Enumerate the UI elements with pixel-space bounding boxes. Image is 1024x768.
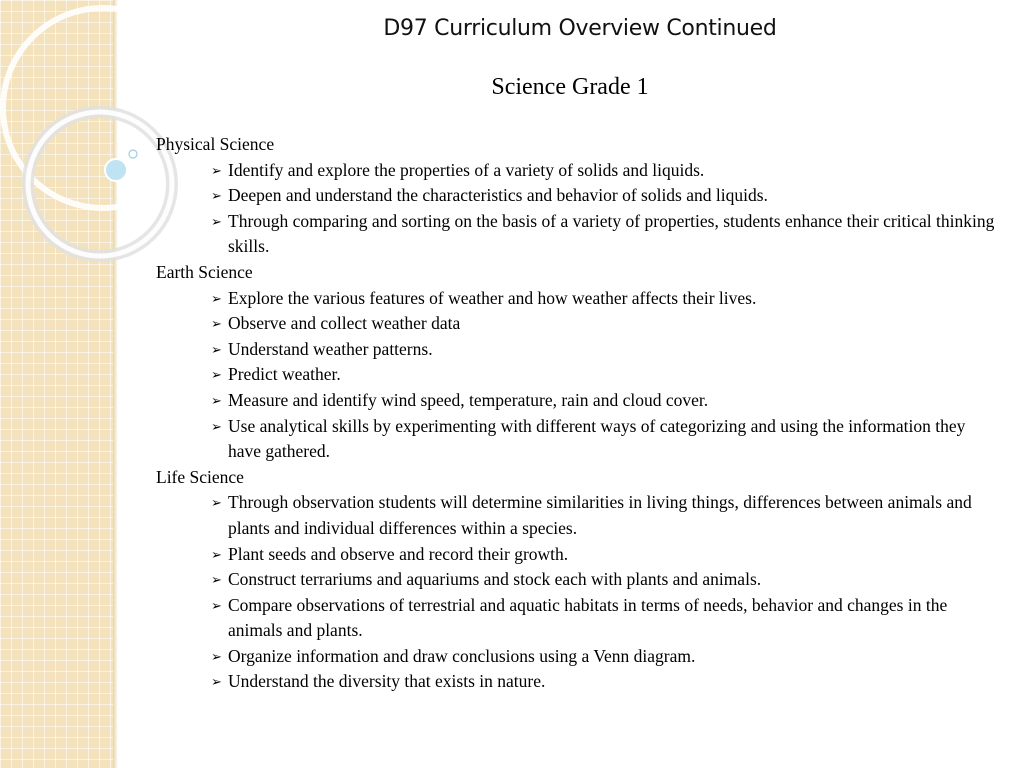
arrow-bullet-icon: ➢ [211,162,222,178]
bullet-text: Use analytical skills by experimenting with different ways of categorizing and using the information they have gathered. [228,415,966,462]
section-heading: Earth Science [156,261,253,282]
bullet-text: Observe and collect weather data [228,313,461,334]
arrow-bullet-icon: ➢ [211,367,222,383]
bullet-item [156,286,996,312]
arrow-bullet-icon: ➢ [211,597,222,613]
arrow-bullet-icon: ➢ [211,316,222,332]
section-heading: Physical Science [156,134,275,154]
bullet-text: Construct terrariums and aquariums and stock each with plants and animals. [228,569,762,590]
arrow-bullet-icon: ➢ [211,546,222,562]
bullet-item [156,490,996,541]
slide-title: D97 Curriculum Overview Continued [383,16,777,41]
bullet-item [156,362,996,388]
arrow-bullet-icon: ➢ [211,572,222,588]
bullet-item [156,337,996,363]
decorative-ring-small-inner [28,112,172,256]
arrow-bullet-icon: ➢ [211,290,222,306]
bullet-item [156,414,996,465]
bullet-item [156,644,996,670]
bullet-item [156,158,996,184]
arrow-bullet-icon: ➢ [211,392,222,408]
bullet-item [156,669,996,695]
bullet-text: Through comparing and sorting on the basis of a variety of properties, students enhance their critical thinking skills. [228,210,995,257]
decorative-dot-large [105,159,127,181]
bullet-text: Identify and explore the properties of a variety of solids and liquids. [228,159,705,180]
bullet-item [156,311,996,337]
bullet-item [156,567,996,593]
bullet-item [156,209,996,260]
bullet-text: Organize information and draw conclusions using a Venn diagram. [228,645,696,666]
bullet-text: Compare observations of terrestrial and aquatic habitats in terms of needs, behavior and changes in the animals and plants. [228,594,948,641]
bullet-text: Deepen and understand the characteristics and behavior of solids and liquids. [228,185,768,206]
bullet-text: Plant seeds and observe and record their growth. [228,543,569,564]
bullet-text: Understand weather patterns. [228,338,433,359]
bullet-item [156,183,996,209]
arrow-bullet-icon: ➢ [211,188,222,204]
arrow-bullet-icon: ➢ [211,341,222,357]
bullet-text: Explore the various features of weather and how weather affects their lives. [228,287,757,308]
arrow-bullet-icon: ➢ [211,418,222,434]
content-body [156,132,996,695]
arrow-bullet-icon: ➢ [211,495,222,511]
bullet-item [156,388,996,414]
decorative-dot-small [129,150,137,158]
bullet-text: Measure and identify wind speed, temperature, rain and cloud cover. [228,389,709,410]
bullet-text: Through observation students will determine similarities in living things, differences between animals and plants and individual differences within a species. [228,492,972,538]
arrow-bullet-icon: ➢ [211,213,222,229]
bullet-text: Predict weather. [228,364,341,385]
bullet-text: Understand the diversity that exists in nature. [228,671,546,692]
arrow-bullet-icon: ➢ [211,648,222,664]
slide-subtitle: Science Grade 1 [491,74,649,100]
arrow-bullet-icon: ➢ [211,674,222,690]
section-heading: Life Science [156,466,244,487]
bullet-item [156,593,996,644]
bullet-item [156,542,996,568]
